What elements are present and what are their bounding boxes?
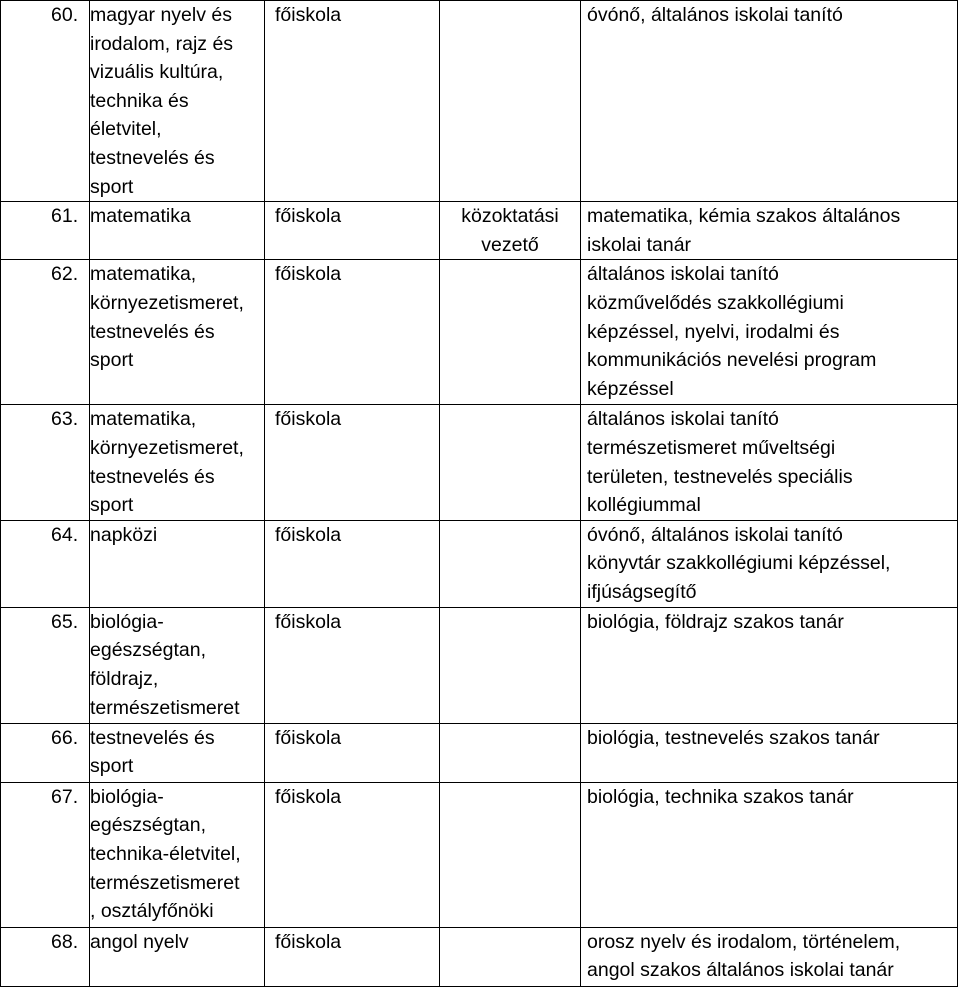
table-row (1, 1, 958, 202)
row-number: 62. (1, 260, 90, 405)
education-level-cell: főiskola (265, 723, 440, 782)
qualification-cell: általános iskolai tanító közművelődés szakkollégiumi képzéssel, nyelvi, irodalmi és kommunikációs nevelési program képzéssel (581, 260, 958, 405)
subject-cell: matematika, környezetismeret, testnevelés és sport (90, 405, 265, 520)
table-row (1, 607, 958, 723)
row-number: 64. (1, 520, 90, 607)
position-cell (440, 723, 581, 782)
education-level-cell: főiskola (265, 782, 440, 927)
education-level-cell: főiskola (265, 1, 440, 202)
row-number: 63. (1, 405, 90, 520)
row-number: 68. (1, 927, 90, 986)
position-cell (440, 927, 581, 986)
qualification-cell: matematika, kémia szakos általános iskolai tanár (581, 202, 958, 260)
qualification-cell: óvónő, általános iskolai tanító (581, 1, 958, 202)
row-number: 67. (1, 782, 90, 927)
row-number: 61. (1, 202, 90, 260)
position-cell (440, 405, 581, 520)
subject-cell: angol nyelv (90, 927, 265, 986)
position-cell (440, 1, 581, 202)
position-cell (440, 260, 581, 405)
table-row (1, 782, 958, 927)
subject-cell: napközi (90, 520, 265, 607)
subject-cell: testnevelés és sport (90, 723, 265, 782)
qualification-cell: biológia, technika szakos tanár (581, 782, 958, 927)
table-row (1, 260, 958, 405)
row-number: 60. (1, 1, 90, 202)
position-cell: közoktatási vezető (440, 202, 581, 260)
table-row (1, 202, 958, 260)
row-number: 65. (1, 607, 90, 723)
subject-cell: biológia- egészségtan, technika-életvitel, természetismeret , osztályfőnöki (90, 782, 265, 927)
position-cell (440, 782, 581, 927)
education-level-cell: főiskola (265, 405, 440, 520)
education-level-cell: főiskola (265, 927, 440, 986)
qualification-cell: biológia, testnevelés szakos tanár (581, 723, 958, 782)
subject-cell: magyar nyelv és irodalom, rajz és vizuális kultúra, technika és életvitel, testnevelés és sport (90, 1, 265, 202)
subject-cell: matematika (90, 202, 265, 260)
qualification-cell: általános iskolai tanító természetismeret műveltségi területen, testnevelés speciális kollégiummal (581, 405, 958, 520)
education-level-cell: főiskola (265, 520, 440, 607)
education-level-cell: főiskola (265, 202, 440, 260)
education-level-cell: főiskola (265, 260, 440, 405)
qualification-cell: óvónő, általános iskolai tanító könyvtár szakkollégiumi képzéssel, ifjúságsegítő (581, 520, 958, 607)
table-row (1, 723, 958, 782)
table-row (1, 405, 958, 520)
subject-cell: biológia- egészségtan, földrajz, természetismeret (90, 607, 265, 723)
qualification-cell: orosz nyelv és irodalom, történelem, angol szakos általános iskolai tanár (581, 927, 958, 986)
position-cell (440, 520, 581, 607)
education-level-cell: főiskola (265, 607, 440, 723)
table-row (1, 927, 958, 986)
qualification-cell: biológia, földrajz szakos tanár (581, 607, 958, 723)
row-number: 66. (1, 723, 90, 782)
position-cell (440, 607, 581, 723)
subject-cell: matematika, környezetismeret, testnevelés és sport (90, 260, 265, 405)
table-row (1, 520, 958, 607)
